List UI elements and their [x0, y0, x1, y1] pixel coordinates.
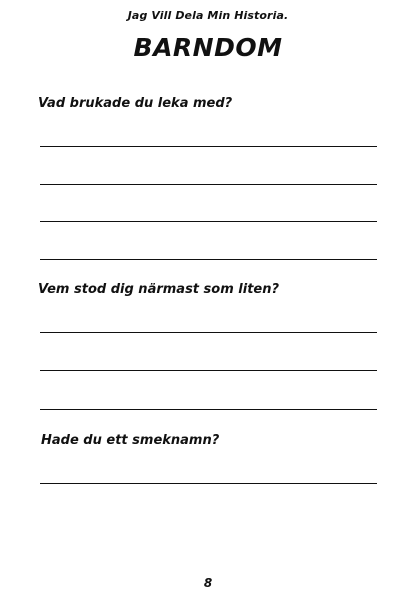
answer-line[interactable] — [40, 483, 377, 484]
question-3: Hade du ett smeknamn? — [41, 433, 220, 448]
answer-line[interactable] — [40, 332, 377, 333]
answer-line[interactable] — [40, 146, 377, 147]
answer-line[interactable] — [40, 409, 377, 410]
answer-line[interactable] — [40, 259, 377, 260]
question-1: Vad brukade du leka med? — [38, 96, 233, 111]
question-2: Vem stod dig närmast som liten? — [38, 282, 280, 297]
answer-line[interactable] — [40, 184, 377, 185]
page-title: BARNDOM — [133, 33, 283, 62]
answer-line[interactable] — [40, 370, 377, 371]
page-number: 8 — [203, 576, 213, 590]
answer-line[interactable] — [40, 221, 377, 222]
book-subtitle: Jag Vill Dela Min Historia. — [127, 9, 289, 22]
